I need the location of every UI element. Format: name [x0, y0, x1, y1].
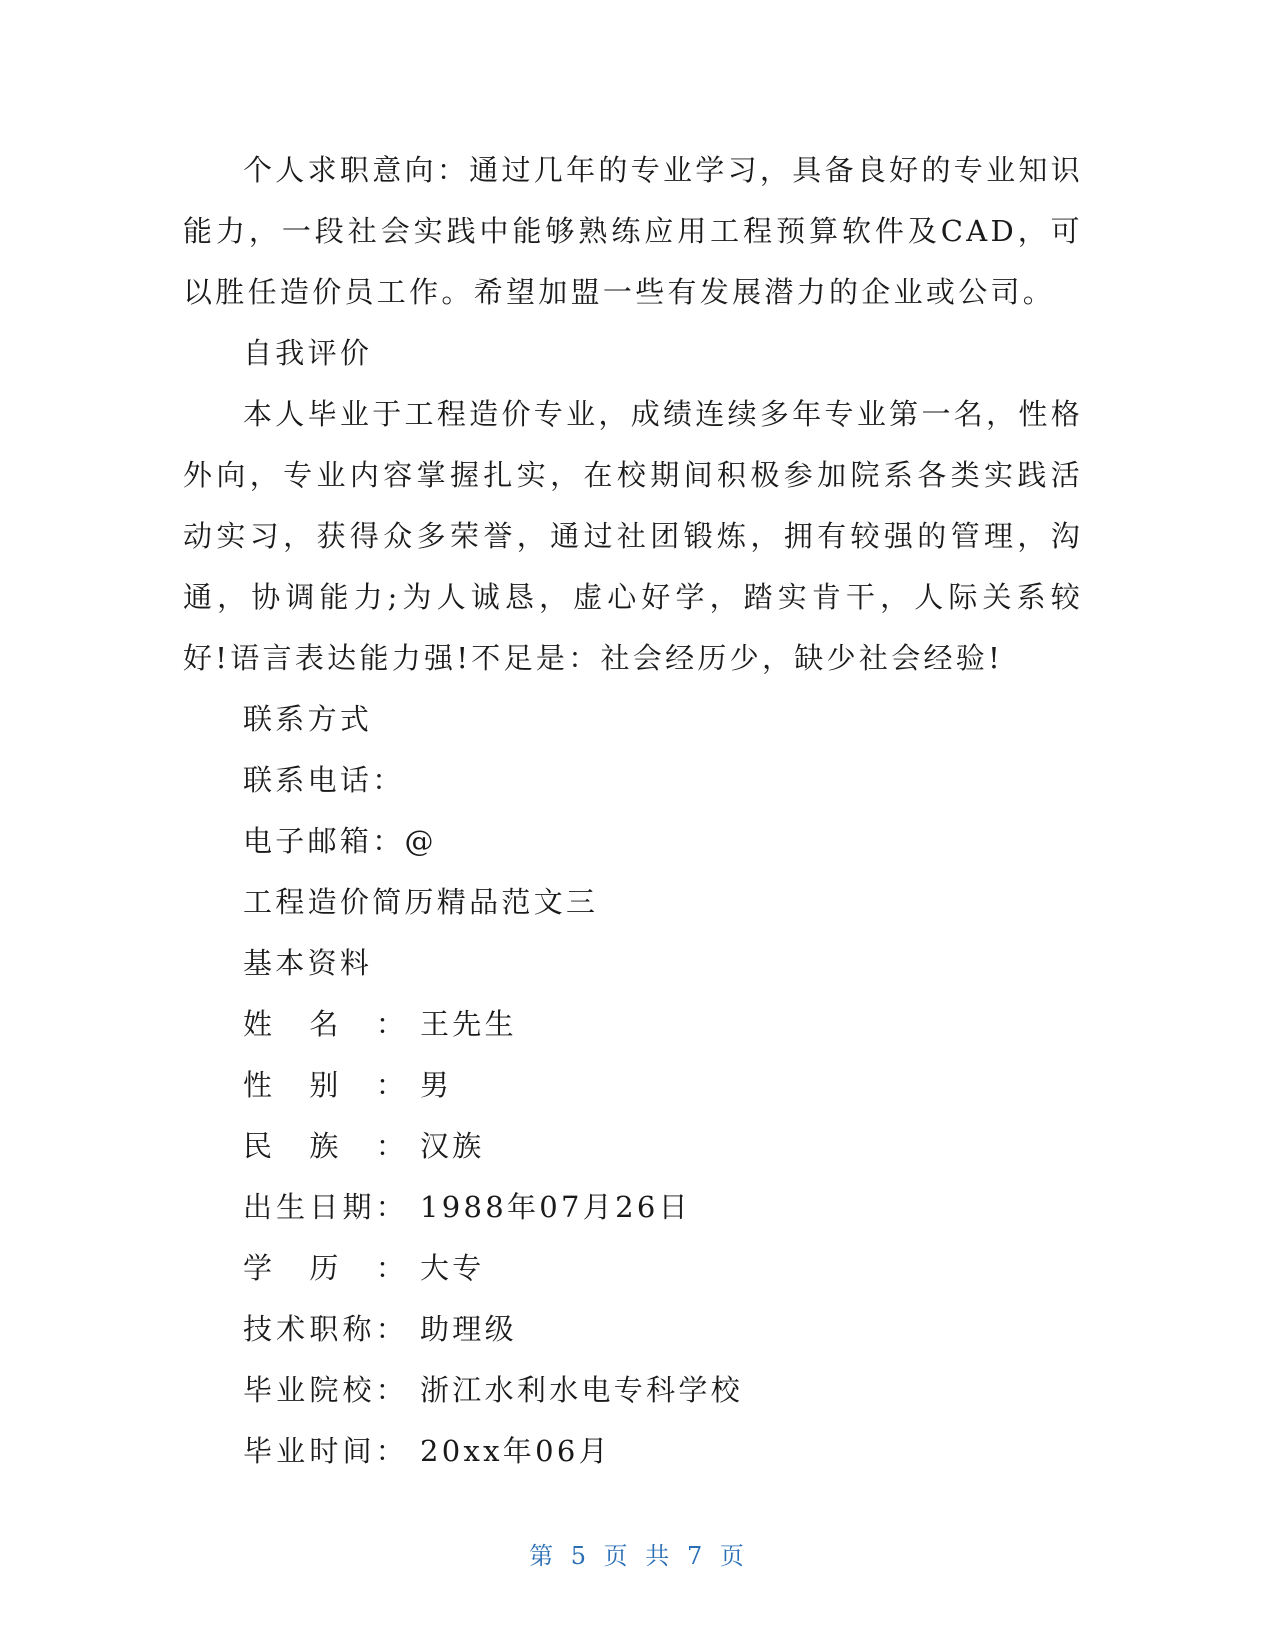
sample-title: 工程造价简历精品范文三	[243, 885, 599, 919]
info-value-education: 大专	[420, 1251, 485, 1285]
info-value-graduation: 20xx年06月	[420, 1434, 611, 1468]
info-value-name: 王先生	[420, 1007, 517, 1041]
self-evaluation-heading: 自我评价	[243, 336, 373, 370]
info-row-gender	[183, 1055, 1083, 1116]
basic-info-heading: 基本资料	[243, 946, 373, 980]
page-number-footer: 第 5 页 共 7 页	[529, 1542, 746, 1570]
info-row-title	[183, 1299, 1083, 1360]
info-row-ethnicity	[183, 1116, 1083, 1177]
document-body	[183, 140, 1083, 1482]
info-label-name: 姓名：	[243, 1007, 408, 1041]
info-value-birth: 1988年07月26日	[420, 1190, 691, 1224]
contact-email: 电子邮箱：@	[243, 824, 437, 858]
info-value-gender: 男	[420, 1068, 453, 1102]
contact-phone: 联系电话：	[243, 763, 405, 797]
info-value-school: 浙江水利水电专科学校	[420, 1373, 744, 1407]
info-label-graduation: 毕业时间：	[243, 1434, 408, 1468]
info-label-birth: 出生日期：	[243, 1190, 408, 1224]
self-evaluation-paragraph: 本人毕业于工程造价专业，成绩连续多年专业第一名，性格外向，专业内容掌握扎实，在校期间积极参加院系各类实践活动实习，获得众多荣誉，通过社团锻炼，拥有较强的管理，沟通，协调能力;为人诚恳，虚心好学，踏实肯干，人际关系较好!语言表达能力强!不足是：社会经历少，缺少社会经验!	[183, 397, 1083, 675]
info-row-education	[183, 1238, 1083, 1299]
info-row-name	[183, 994, 1083, 1055]
job-intent-paragraph: 个人求职意向：通过几年的专业学习，具备良好的专业知识能力，一段社会实践中能够熟练应用工程预算软件及CAD，可以胜任造价员工作。希望加盟一些有发展潜力的企业或公司。	[183, 153, 1083, 309]
info-label-gender: 性别：	[243, 1068, 408, 1102]
info-label-education: 学历：	[243, 1251, 408, 1285]
info-value-ethnicity: 汉族	[420, 1129, 485, 1163]
info-row-school	[183, 1360, 1083, 1421]
info-row-graduation	[183, 1421, 1083, 1482]
info-row-birth	[183, 1177, 1083, 1238]
contact-heading: 联系方式	[243, 702, 373, 736]
info-label-ethnicity: 民族：	[243, 1129, 408, 1163]
info-label-school: 毕业院校：	[243, 1373, 408, 1407]
info-value-title: 助理级	[420, 1312, 517, 1346]
info-label-title: 技术职称：	[243, 1312, 408, 1346]
